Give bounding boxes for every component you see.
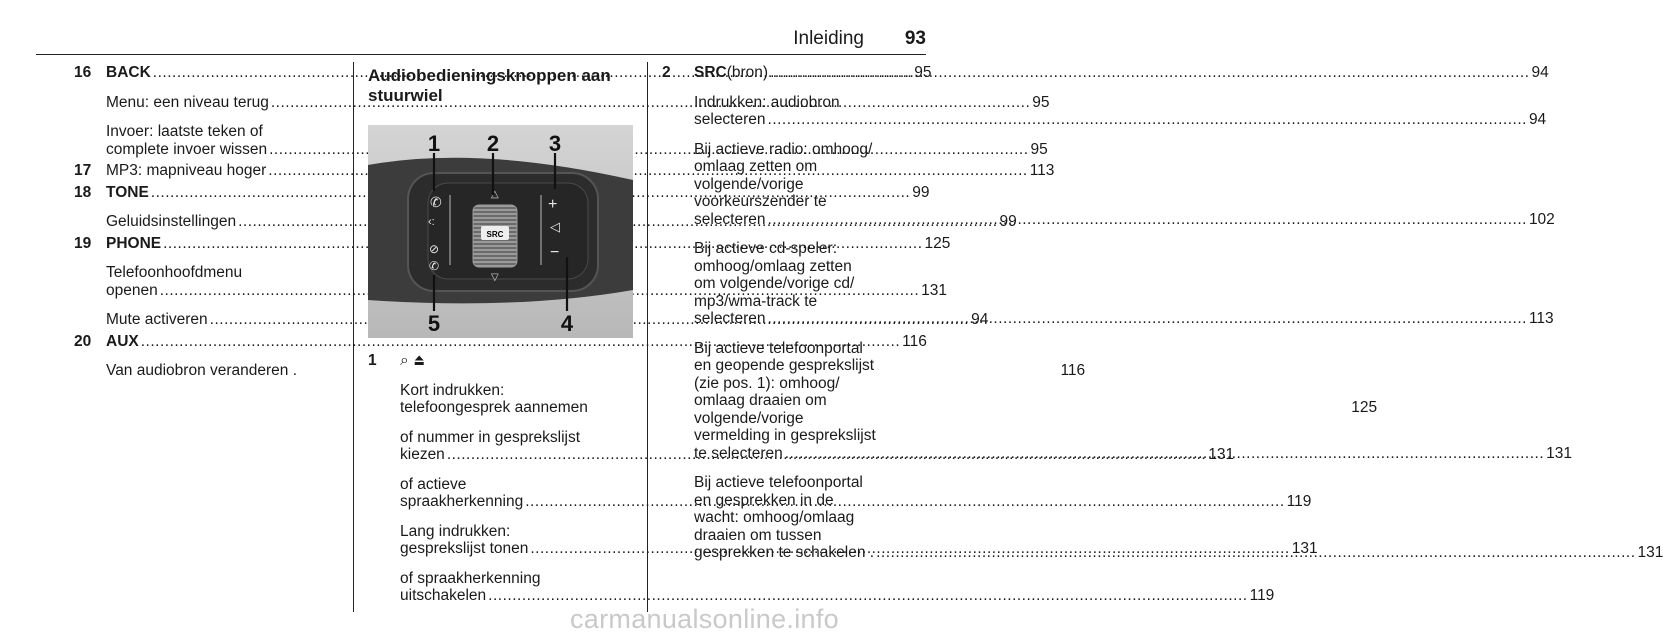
page-ref: 125: [924, 234, 951, 252]
entry-line: of spraakherkenning: [400, 569, 541, 587]
entry-line: Invoer: laatste teken of: [106, 123, 263, 140]
page-ref: 131: [921, 281, 948, 299]
item-number: 1: [368, 352, 377, 369]
entry-line: Bij actieve cd-speler:: [694, 240, 838, 257]
index-label: TONE: [106, 183, 149, 201]
index-label: Mute activeren: [106, 311, 208, 328]
entry-line: omhoog/omlaag zetten: [694, 257, 852, 275]
entry-line: Bij actieve telefoonportal: [694, 339, 863, 357]
index-label: selecteren: [694, 210, 766, 228]
page-ref: 131: [1208, 446, 1235, 463]
entry-number: [662, 340, 694, 463]
phone-icon: ✆: [430, 194, 442, 210]
index-entry: [662, 64, 1549, 82]
page-header: [36, 28, 926, 55]
entry-body: [694, 474, 1663, 562]
entry-line: of nummer in gesprekslijst: [400, 428, 581, 446]
entry-number: [662, 94, 694, 129]
entry-number: 19: [74, 234, 92, 252]
page-ref: 119: [1286, 493, 1312, 510]
entry-number: [662, 141, 694, 229]
entry-number: [368, 382, 400, 417]
entry-number: [74, 264, 106, 299]
page-ref: 95: [1030, 140, 1048, 158]
entry-line: Lang indrukken:: [400, 522, 511, 540]
page-ref: 94: [1528, 111, 1547, 128]
entry-number: [74, 123, 106, 158]
page-ref: 102: [1528, 210, 1555, 228]
callout-4: 4: [560, 311, 574, 336]
entry-number: [662, 474, 694, 562]
index-label: selecteren: [694, 111, 766, 128]
src-label: SRC: [486, 230, 504, 239]
volume-up-icon: +: [548, 196, 558, 213]
index-label: BACK: [106, 64, 151, 81]
spacer: [662, 228, 924, 240]
entry-number: [368, 523, 400, 558]
spacer: [368, 558, 633, 570]
entry-number: [74, 311, 106, 329]
entry-number: [74, 94, 106, 112]
spacer: [662, 328, 924, 340]
index-entry: [368, 569, 1275, 605]
spacer: [662, 462, 924, 474]
index-line: [694, 64, 1549, 82]
entry-line: (zie pos. 1): omhoog/: [694, 374, 840, 392]
page-ref: 125: [1351, 399, 1378, 416]
page-ref: 119: [1249, 587, 1275, 604]
spacer: [74, 111, 336, 123]
src-label: SRC: [694, 64, 727, 81]
entry-line: Telefoonhoofdmenu: [106, 264, 243, 281]
dot-leader: [876, 544, 1635, 562]
index-label: Geluidsinstellingen: [106, 213, 237, 230]
entry-number: [74, 362, 106, 380]
spacer: [74, 201, 336, 213]
page-ref: 131: [1291, 540, 1318, 557]
entry-line: vermelding in gesprekslijst: [694, 427, 876, 444]
index-label: Menu: een niveau terug: [106, 93, 269, 111]
entry-line: of actieve: [400, 475, 467, 493]
column-2: [368, 66, 633, 106]
entry-line: omlaag zetten om: [694, 158, 818, 175]
index-label: complete invoer wissen: [106, 140, 268, 158]
callout-2: 2: [486, 131, 500, 156]
entry-number: 20: [74, 332, 92, 350]
index-line: [694, 445, 1572, 463]
page-ref: 95: [914, 64, 932, 81]
spacer: [74, 299, 336, 311]
spacer: [74, 350, 336, 362]
dot-leader: [768, 310, 1527, 328]
entry-line: om volgende/vorige cd/: [694, 275, 855, 292]
page-ref: 116: [902, 332, 927, 350]
entry-number: [368, 476, 400, 511]
entry-number: [368, 570, 400, 605]
item-suffix: (bron): [726, 64, 769, 81]
entry-number: [74, 213, 106, 231]
index-line: [694, 111, 1546, 129]
index-line: [694, 544, 1663, 562]
page-ref: 131: [1546, 444, 1573, 462]
spacer: [368, 464, 633, 476]
index-label: openen: [106, 281, 158, 299]
page-ref: 94: [971, 311, 989, 328]
entry-number: 17: [74, 162, 92, 179]
spacer: [74, 82, 336, 94]
entry-line: mp3/wma-track te: [694, 292, 818, 310]
index-label: uitschakelen: [400, 587, 487, 604]
index-label: selecteren: [694, 310, 766, 327]
spacer: [74, 252, 336, 264]
entry-line: Indrukken: audiobron: [694, 93, 840, 111]
speaker-icon: ◁: [550, 219, 560, 234]
dot-leader: [768, 111, 1527, 129]
page-ref: 113: [1029, 162, 1055, 179]
entry-line: wacht: omhoog/omlaag: [694, 509, 855, 526]
entry-line: draaien om tussen: [694, 526, 822, 544]
spacer: [368, 511, 633, 523]
section-heading-2: stuurwiel: [368, 86, 443, 105]
callout-5: 5: [427, 311, 441, 336]
page-ref: 131: [1637, 544, 1663, 561]
spacer: [662, 82, 924, 94]
entry-line: en gesprekken in de: [694, 491, 834, 509]
callout-1: 1: [427, 131, 441, 156]
mute-icon: ⊘: [429, 242, 440, 256]
index-line: [694, 211, 1555, 229]
entry-line: Bij actieve telefoonportal: [694, 474, 863, 491]
entry-line: Kort indrukken:: [400, 381, 505, 399]
index-line: [400, 587, 1274, 605]
spacer: [662, 129, 924, 141]
entry-line: volgende/vorige: [694, 409, 804, 427]
entry-line: volgende/vorige: [694, 175, 804, 193]
page-number: 93: [904, 28, 926, 49]
index-label: kiezen: [400, 446, 445, 463]
page-ref: 99: [912, 183, 930, 201]
section-heading: Audiobedieningsknoppen aan: [368, 66, 611, 85]
entry-number: [662, 240, 694, 328]
index-label: PHONE: [106, 234, 162, 252]
index-label: te selecteren: [694, 444, 783, 462]
entry-line: en geopende gesprekslijst: [694, 357, 875, 374]
dot-leader: [770, 64, 1529, 82]
page-ref: 95: [1032, 93, 1050, 111]
callout-3: 3: [548, 131, 562, 156]
entry-line: voorkeurszender te: [694, 193, 827, 210]
watermark: carmanualsonline.info: [570, 604, 839, 634]
up-arrow-icon: △: [491, 189, 499, 200]
page-ref: 113: [1528, 310, 1554, 327]
index-label: Van audiobron veranderen .: [106, 362, 298, 379]
entry-number: 18: [74, 183, 92, 201]
index-label: spraakherkenning: [400, 493, 524, 510]
entry-body: [400, 570, 1274, 605]
volume-down-icon: −: [550, 244, 560, 261]
dot-leader: [488, 587, 1247, 605]
entry-number: [368, 429, 400, 464]
entry-number: 16: [74, 64, 92, 81]
index-label: MP3: mapniveau hoger: [106, 162, 267, 179]
page-ref: 99: [999, 213, 1017, 230]
entry-body: [694, 64, 1549, 82]
item-icons: ⌕ ⏏: [400, 352, 426, 369]
entry-number: 2: [662, 64, 671, 81]
entry-line: Bij actieve radio: omhoog/: [694, 140, 873, 158]
down-arrow-icon: ▽: [491, 272, 499, 283]
page-title: Inleiding: [793, 28, 864, 49]
spacer: [368, 417, 633, 429]
index-line: [694, 310, 1554, 328]
steering-wheel-controls-figure: [368, 125, 633, 338]
entry-body: [694, 141, 1555, 229]
page-ref: 94: [1531, 64, 1549, 81]
voice-icon: ‹:: [428, 216, 435, 228]
index-label: telefoongesprek aannemen: [400, 399, 588, 416]
dot-leader: [768, 211, 1527, 229]
page-ref: 116: [1060, 362, 1086, 379]
entry-line: omlaag draaien om: [694, 392, 827, 409]
index-label: gesprekslijst tonen: [400, 540, 529, 557]
entry-body: [694, 94, 1546, 129]
index-label: AUX: [106, 332, 139, 350]
entry-body: [694, 340, 1572, 463]
index-label: gesprekken te schakelen .: [694, 544, 875, 561]
dot-leader: [785, 445, 1544, 463]
hangup-icon: ✆: [429, 259, 440, 273]
entry-body: [694, 240, 1554, 328]
